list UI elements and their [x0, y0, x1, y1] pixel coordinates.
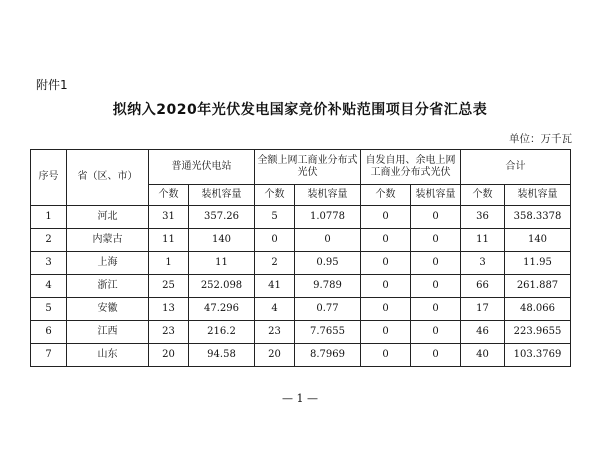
cell-province: 安徽 — [67, 298, 149, 321]
cell-capacity: 223.9655 — [505, 321, 571, 344]
cell-count: 17 — [461, 298, 505, 321]
cell-capacity: 0 — [411, 206, 461, 229]
cell-seq: 4 — [31, 275, 67, 298]
cell-capacity: 11 — [189, 252, 255, 275]
cell-count: 31 — [149, 206, 189, 229]
cell-count: 11 — [461, 229, 505, 252]
cell-capacity: 0 — [411, 252, 461, 275]
cell-count: 2 — [255, 252, 295, 275]
cell-capacity: 0 — [411, 321, 461, 344]
cell-capacity: 11.95 — [505, 252, 571, 275]
cell-count: 66 — [461, 275, 505, 298]
cell-capacity: 140 — [189, 229, 255, 252]
cell-seq: 1 — [31, 206, 67, 229]
annex-label: 附件1 — [36, 78, 68, 92]
cell-capacity: 140 — [505, 229, 571, 252]
cell-count: 0 — [361, 206, 411, 229]
table-row — [31, 275, 571, 298]
cell-count: 11 — [149, 229, 189, 252]
cell-seq: 6 — [31, 321, 67, 344]
cell-count: 20 — [149, 344, 189, 367]
cell-count: 41 — [255, 275, 295, 298]
cell-capacity: 9.789 — [295, 275, 361, 298]
header-capacity: 装机容量 — [295, 185, 361, 206]
cell-capacity: 8.7969 — [295, 344, 361, 367]
cell-count: 25 — [149, 275, 189, 298]
cell-seq: 3 — [31, 252, 67, 275]
table-row — [31, 344, 571, 367]
cell-count: 4 — [255, 298, 295, 321]
cell-count: 23 — [255, 321, 295, 344]
cell-count: 46 — [461, 321, 505, 344]
cell-capacity: 103.3769 — [505, 344, 571, 367]
cell-capacity: 261.887 — [505, 275, 571, 298]
cell-count: 23 — [149, 321, 189, 344]
cell-count: 40 — [461, 344, 505, 367]
table-row — [31, 206, 571, 229]
cell-capacity: 252.098 — [189, 275, 255, 298]
header-group-full-grid: 全额上网工商业分布式光伏 — [255, 150, 361, 185]
cell-capacity: 0 — [411, 229, 461, 252]
cell-capacity: 0 — [411, 344, 461, 367]
header-count: 个数 — [361, 185, 411, 206]
summary-table — [30, 149, 571, 367]
cell-count: 0 — [361, 344, 411, 367]
cell-capacity: 358.3378 — [505, 206, 571, 229]
cell-capacity: 47.296 — [189, 298, 255, 321]
cell-capacity: 1.0778 — [295, 206, 361, 229]
cell-province: 河北 — [67, 206, 149, 229]
cell-count: 36 — [461, 206, 505, 229]
cell-count: 3 — [461, 252, 505, 275]
cell-seq: 2 — [31, 229, 67, 252]
cell-count: 0 — [361, 321, 411, 344]
header-province: 省（区、市） — [67, 150, 149, 206]
header-capacity: 装机容量 — [189, 185, 255, 206]
cell-count: 13 — [149, 298, 189, 321]
cell-capacity: 0 — [295, 229, 361, 252]
cell-province: 上海 — [67, 252, 149, 275]
cell-seq: 5 — [31, 298, 67, 321]
cell-count: 1 — [149, 252, 189, 275]
table-row — [31, 252, 571, 275]
cell-province: 山东 — [67, 344, 149, 367]
cell-capacity: 0 — [411, 275, 461, 298]
header-seq: 序号 — [31, 150, 67, 206]
cell-count: 5 — [255, 206, 295, 229]
cell-count: 20 — [255, 344, 295, 367]
document-title: 拟纳入2020年光伏发电国家竞价补贴范围项目分省汇总表 — [112, 102, 488, 118]
table-row — [31, 321, 571, 344]
cell-capacity: 48.066 — [505, 298, 571, 321]
cell-count: 0 — [255, 229, 295, 252]
header-count: 个数 — [461, 185, 505, 206]
cell-count: 0 — [361, 275, 411, 298]
header-count: 个数 — [255, 185, 295, 206]
cell-capacity: 0.77 — [295, 298, 361, 321]
header-count: 个数 — [149, 185, 189, 206]
header-capacity: 装机容量 — [505, 185, 571, 206]
cell-capacity: 94.58 — [189, 344, 255, 367]
table-row — [31, 229, 571, 252]
cell-count: 0 — [361, 298, 411, 321]
cell-count: 0 — [361, 252, 411, 275]
page-number: — 1 — — [282, 392, 318, 405]
header-group-total: 合计 — [461, 150, 571, 185]
header-capacity: 装机容量 — [411, 185, 461, 206]
cell-capacity: 216.2 — [189, 321, 255, 344]
cell-province: 浙江 — [67, 275, 149, 298]
table-row — [31, 298, 571, 321]
cell-province: 内蒙古 — [67, 229, 149, 252]
cell-capacity: 0.95 — [295, 252, 361, 275]
unit-label: 单位：万千瓦 — [509, 133, 572, 145]
header-group-ordinary: 普通光伏电站 — [149, 150, 255, 185]
cell-count: 0 — [361, 229, 411, 252]
cell-capacity: 357.26 — [189, 206, 255, 229]
cell-province: 江西 — [67, 321, 149, 344]
cell-capacity: 0 — [411, 298, 461, 321]
cell-seq: 7 — [31, 344, 67, 367]
cell-capacity: 7.7655 — [295, 321, 361, 344]
header-group-self-use: 自发自用、余电上网工商业分布式光伏 — [361, 150, 461, 185]
